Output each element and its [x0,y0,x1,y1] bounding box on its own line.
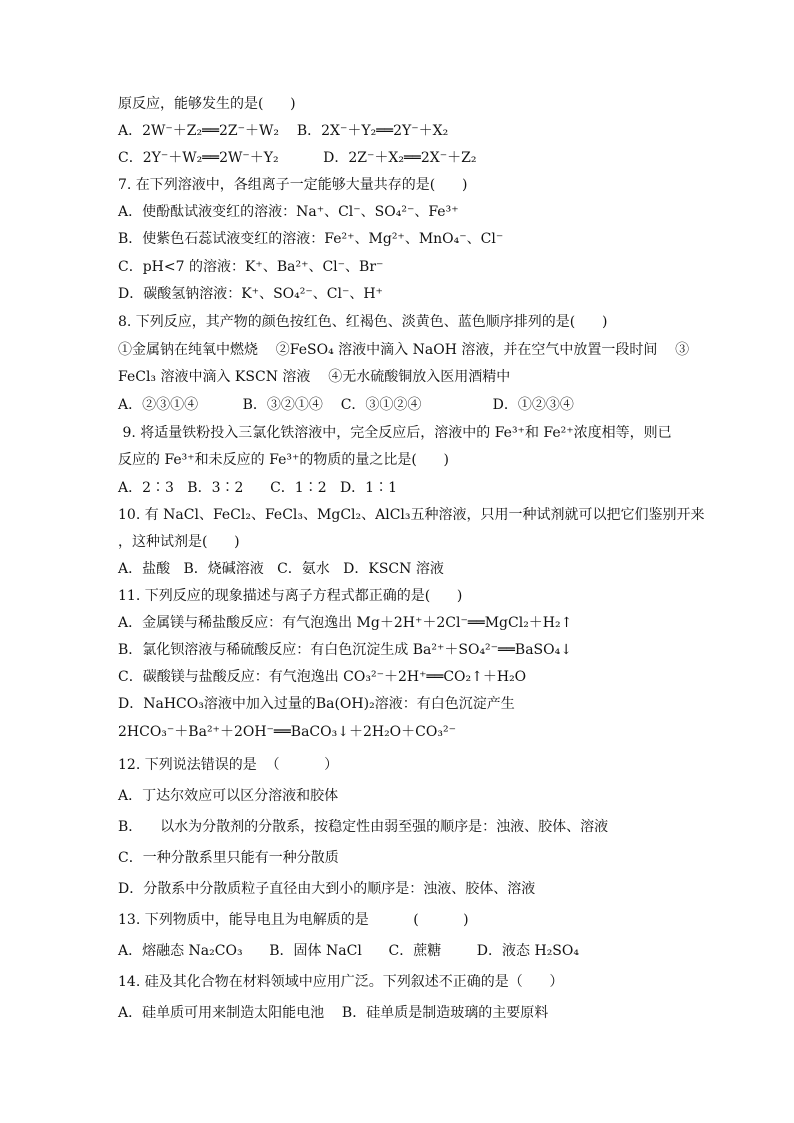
question-8-items-2: FeCl₃ 溶液中滴入 KSCN 溶液 ④无水硫酸铜放入医用酒精中 [118,369,511,385]
question-12-option-a: A．丁达尔效应可以区分溶液和胶体 [118,788,339,804]
question-7-option-a: A．使酚酞试液变红的溶液：Na⁺、Cl⁻、SO₄²⁻、Fe³⁺ [118,204,459,220]
question-11-option-b: B．氯化钡溶液与稀硫酸反应：有白色沉淀生成 Ba²⁺＋SO₄²⁻══BaSO₄↓ [118,642,572,658]
question-7-option-c: C．pH<7 的溶液：K⁺、Ba²⁺、Cl⁻、Br⁻ [118,259,384,275]
question-8-items-1: ①金属钠在纯氧中燃烧 ②FeSO₄ 溶液中滴入 NaOH 溶液，并在空气中放置一段时间 ③ [118,342,690,358]
question-9-stem-continued: 反应的 Fe³⁺和未反应的 Fe³⁺的物质的量之比是( ) [118,452,449,468]
question-11-option-a: A．金属镁与稀盐酸反应：有气泡逸出 Mg＋2H⁺＋2Cl⁻══MgCl₂＋H₂↑ [118,615,573,631]
question-10-stem: 10. 有 NaCl、FeCl₂、FeCl₃、MgCl₂、AlCl₃五种溶液，只用一种试剂就可以把它们鉴别开来 [118,507,705,523]
question-11-option-d-equation: 2HCO₃⁻＋Ba²⁺＋2OH⁻══BaCO₃↓＋2H₂O＋CO₃²⁻ [118,724,456,740]
question-7-option-d: D．碳酸氢钠溶液：K⁺、SO₄²⁻、Cl⁻、H⁺ [118,286,383,302]
question-14-stem: 14. 硅及其化合物在材料领域中应用广泛。下列叙述不正确的是（ ） [118,974,564,990]
question-9-options: A．2∶3 B．3∶2 C．1∶2 D．1∶1 [118,480,397,496]
question-10-options: A．盐酸 B．烧碱溶液 C．氨水 D．KSCN 溶液 [118,561,444,577]
question-11-option-c: C．碳酸镁与盐酸反应：有气泡逸出 CO₃²⁻＋2H⁺══CO₂↑＋H₂O [118,669,527,685]
question-11-option-d: D．NaHCO₃溶液中加入过量的Ba(OH)₂溶液：有白色沉淀产生 [118,696,515,712]
question-8-stem: 8. 下列反应，其产物的颜色按红色、红褐色、淡黄色、蓝色顺序排列的是( ) [118,314,608,330]
question-9-stem: 9. 将适量铁粉投入三氯化铁溶液中，完全反应后，溶液中的 Fe³⁺和 Fe²⁺浓度相等，则已 [118,425,672,441]
question-14-options-ab: A．硅单质可用来制造太阳能电池 B．硅单质是制造玻璃的主要原料 [118,1005,549,1021]
question-6-options-cd: C．2Y⁻＋W₂══2W⁻＋Y₂ D．2Z⁻＋X₂══2X⁻＋Z₂ [118,150,477,166]
question-7-option-b: B．使紫色石蕊试液变红的溶液：Fe²⁺、Mg²⁺、MnO₄⁻、Cl⁻ [118,231,504,247]
question-11-stem: 11. 下列反应的现象描述与离子方程式都正确的是( ) [118,588,463,604]
question-12-stem: 12. 下列说法错误的是 （ ） [118,757,339,773]
question-6-stem-continued: 原反应，能够发生的是( ) [118,96,296,112]
question-13-stem: 13. 下列物质中，能导电且为电解质的是 ( ) [118,912,469,928]
question-10-stem-continued: ，这种试剂是( ) [118,534,240,550]
question-8-options: A．②③①④ B．③②①④ C．③①②④ D．①②③④ [118,397,574,413]
question-13-options: A．熔融态 Na₂CO₃ B．固体 NaCl C．蔗糖 D．液态 H₂SO₄ [118,943,579,959]
question-12-option-d: D．分散系中分散质粒子直径由大到小的顺序是：浊液、胶体、溶液 [118,881,536,897]
question-6-options-ab: A．2W⁻＋Z₂══2Z⁻＋W₂ B．2X⁻＋Y₂══2Y⁻＋X₂ [118,123,449,139]
question-7-stem: 7. 在下列溶液中，各组离子一定能够大量共存的是( ) [118,177,468,193]
question-12-option-c: C．一种分散系里只能有一种分散质 [118,850,339,866]
question-12-option-b: B． 以水为分散剂的分散系，按稳定性由弱至强的顺序是：浊液、胶体、溶液 [118,819,609,835]
